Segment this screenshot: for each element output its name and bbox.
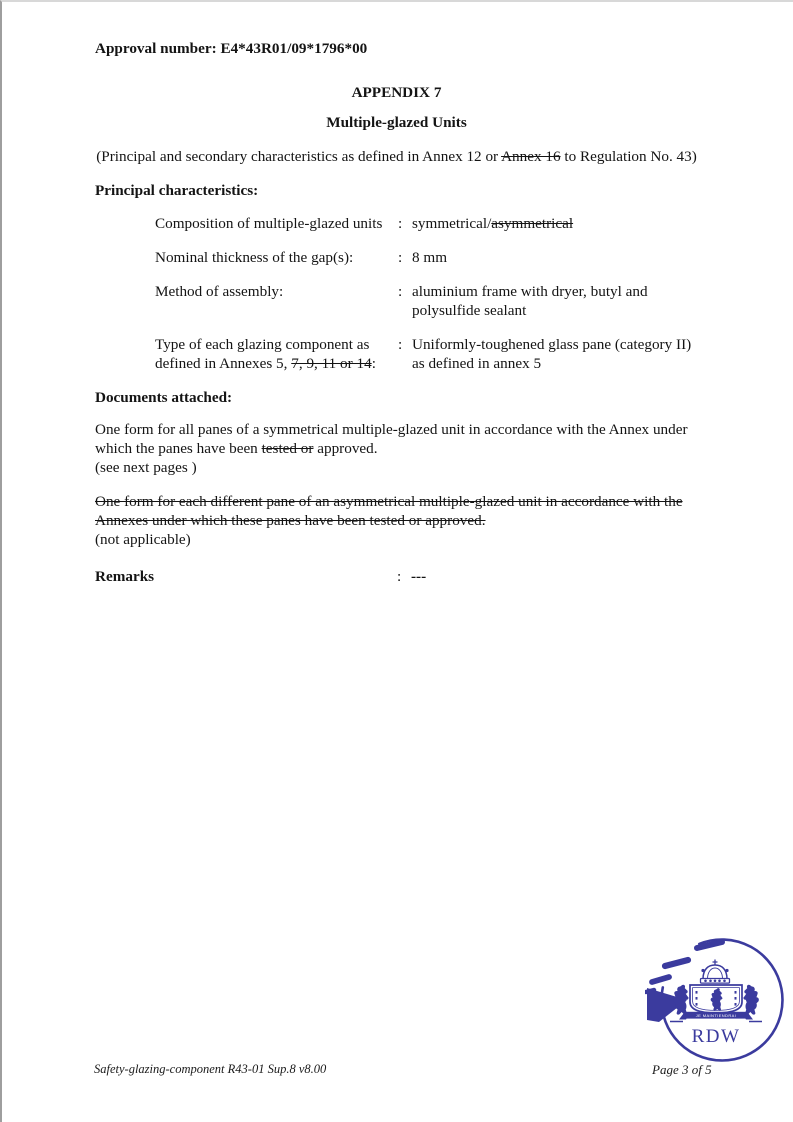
table-row-composition [95, 214, 698, 233]
remarks-colon: : [397, 568, 402, 585]
row-label: Composition of multiple-glazed units [155, 215, 383, 232]
footer-page-number: Page 3 of 5 [652, 1062, 712, 1077]
speed-dash-icon [652, 977, 669, 982]
asymmetrical-form-paragraph: One form for each different pane of an asymmetrical multiple-glazed unit in accordance with the Annexes under which these panes have been tested or approved. [95, 493, 683, 529]
approval-number-line [95, 39, 698, 58]
approval-label: Approval number: [95, 40, 217, 57]
documents-attached-heading: Documents attached: [95, 389, 233, 406]
not-applicable-note: (not applicable) [95, 531, 191, 548]
row-colon: : [398, 283, 403, 300]
remarks-row [95, 567, 698, 586]
lion-center-icon [711, 988, 723, 1011]
row-value: aluminium frame with dryer, butyl and polysulfide sealant [412, 283, 648, 319]
symmetrical-form-paragraph: One form for all panes of a symmetrical multiple-glazed unit in accordance with the Annex under which the panes have been tested or approved. [95, 421, 688, 457]
row-value: symmetrical/asymmetrical [412, 215, 574, 232]
crown-icon [701, 960, 730, 984]
row-value: 8 mm [412, 249, 448, 266]
row-colon: : [398, 336, 403, 353]
remarks-label: Remarks [95, 568, 155, 585]
scope-struck-text: Annex 16 [501, 148, 561, 165]
principal-characteristics-heading: Principal characteristics: [95, 182, 259, 199]
scope-text-end: to Regulation No. 43) [560, 148, 697, 165]
appendix-title: APPENDIX 7 [351, 84, 442, 101]
lion-left-icon [673, 985, 688, 1015]
footer-document-reference: Safety-glazing-component R43-01 Sup.8 v8.00 [94, 1062, 327, 1076]
document-title: Multiple-glazed Units [326, 114, 467, 131]
see-next-pages-note: (see next pages ) [95, 459, 197, 476]
row-label: Nominal thickness of the gap(s): [155, 249, 354, 266]
remarks-value: --- [411, 568, 427, 585]
approval-number: E4*43R01/09*1796*00 [220, 40, 368, 57]
row-label: Method of assembly: [155, 283, 284, 300]
table-row-assembly-method [95, 282, 698, 320]
speed-dash-icon [665, 960, 688, 966]
row-colon: : [398, 249, 403, 266]
rdw-text: RDW [691, 1026, 741, 1047]
page-footer [2, 1060, 793, 1080]
row-colon: : [398, 215, 403, 232]
scope-text: (Principal and secondary characteristics as defined in Annex 12 or [96, 148, 502, 165]
table-row-gap-thickness [95, 248, 698, 267]
rdw-stamp-logo [645, 934, 793, 1062]
row-label: Type of each glazing component as defined in Annexes 5, 7, 9, 11 or 14: [155, 336, 376, 372]
principal-characteristics-table [95, 214, 698, 373]
lion-right-icon [743, 985, 758, 1015]
row-value: Uniformly-toughened glass pane (category II) as defined in annex 5 [412, 336, 692, 372]
page-content [2, 2, 793, 586]
scope-line [95, 147, 698, 166]
motto-text: JE MAINTIENDRAI [695, 1012, 737, 1018]
table-row-glazing-component-type [95, 335, 698, 373]
